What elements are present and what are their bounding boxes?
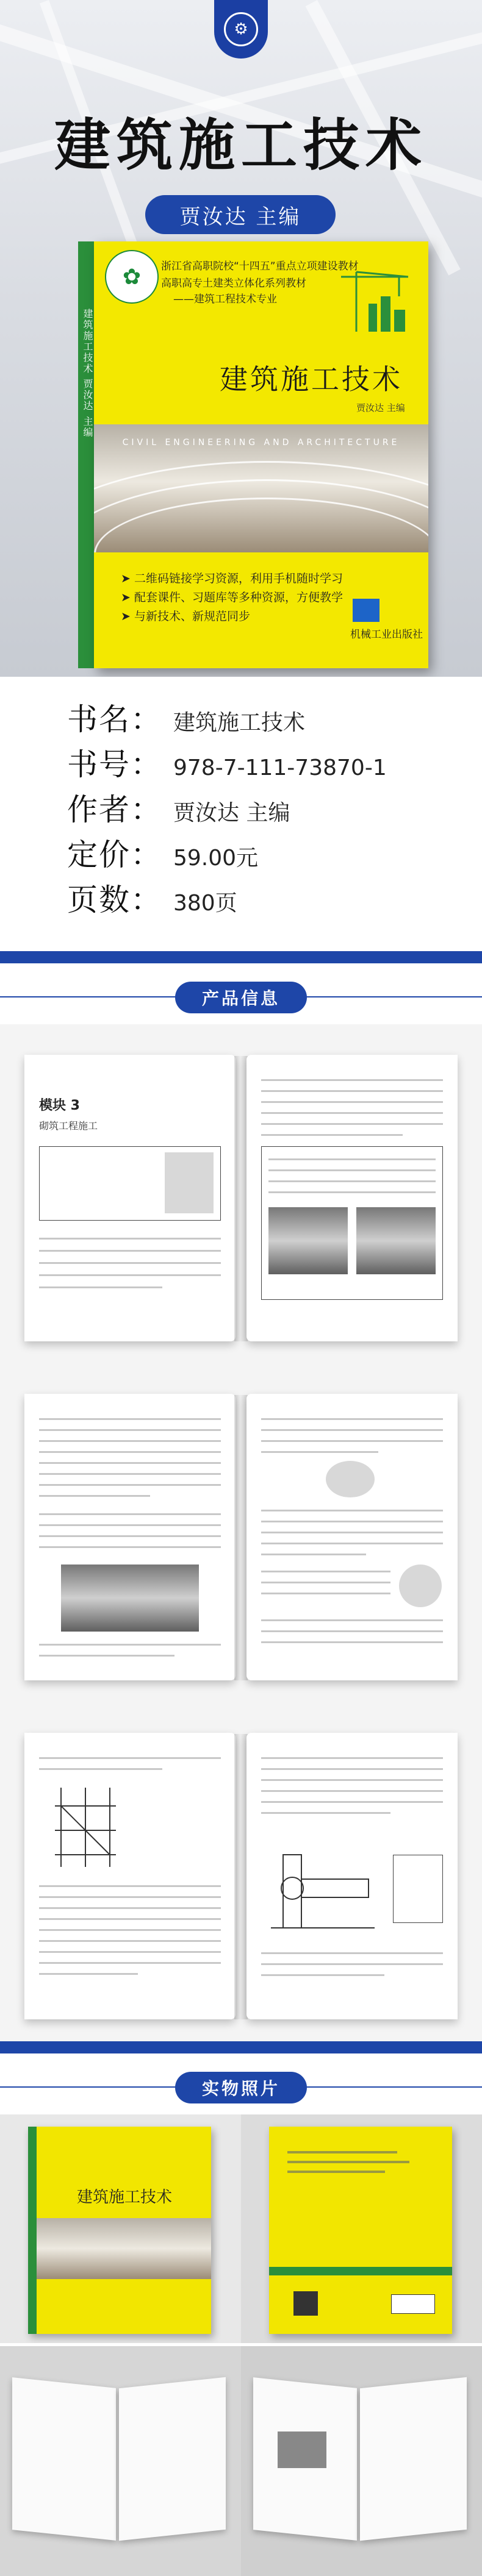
sample-figure	[326, 1461, 375, 1497]
info-value: 建筑施工技术	[173, 710, 306, 735]
cover-feature: ➤ 配套课件、习题库等多种资源，方便教学	[121, 591, 343, 604]
school-logo-icon: ✿	[105, 250, 159, 304]
info-value: 59.00元	[173, 846, 259, 871]
info-value: 贾汝达 主编	[173, 801, 290, 826]
sample-page	[246, 1055, 458, 1341]
cover-features	[121, 569, 343, 626]
sample-spread	[0, 1702, 482, 2041]
photo-inside-spread	[241, 2346, 482, 2576]
cover-publisher: 机械工业出版社	[350, 629, 423, 641]
book-front-cover	[94, 241, 428, 668]
sample-spread	[0, 1363, 482, 1702]
cover-english-title: CIVIL ENGINEERING AND ARCHITECTURE	[122, 438, 400, 448]
crane-icon	[338, 266, 411, 333]
spine-text: 建筑施工技术 贾汝达 主编	[82, 309, 93, 438]
sample-page	[24, 1055, 236, 1341]
photo-back-cover	[241, 2114, 482, 2343]
cover-title: 建筑施工技术	[220, 363, 403, 396]
info-label: 书名：	[67, 702, 162, 737]
photo-front-cover	[0, 2114, 241, 2343]
section-header-product	[0, 951, 482, 1024]
info-label: 书号：	[67, 747, 162, 782]
note-box	[393, 1855, 443, 1923]
sample-spread	[0, 1024, 482, 1363]
sample-photo	[356, 1207, 436, 1274]
module-title: 砌筑工程施工	[39, 1120, 98, 1132]
author-pill: 贾汝达 主编	[145, 195, 336, 234]
info-row-title	[67, 695, 305, 739]
info-label: 作者：	[67, 792, 162, 827]
sample-page	[24, 1733, 236, 2019]
sample-photo	[268, 1207, 348, 1274]
cover-feature: ➤ 与新技术、新规范同步	[121, 610, 250, 623]
cover-series-line: ——建筑工程技术专业	[173, 293, 277, 305]
page-title: 建筑施工技术	[54, 113, 428, 178]
section-title: 实物照片	[175, 2072, 307, 2103]
sample-page	[246, 1394, 458, 1680]
resource-badge-icon	[353, 599, 379, 622]
sample-page	[246, 1733, 458, 2019]
book-spine	[78, 241, 94, 668]
info-value: 978-7-111-73870-1	[173, 755, 387, 780]
section-title: 产品信息	[175, 982, 307, 1013]
brand-badge	[214, 0, 268, 59]
pipe-joint-figure	[265, 1843, 381, 1934]
gear-logo-icon: ⚙	[224, 12, 258, 46]
photo-inside-spread	[0, 2346, 241, 2576]
info-row-author	[67, 785, 290, 829]
book-cover-image	[78, 241, 428, 668]
module-number: 模块 3	[39, 1098, 80, 1113]
cover-series-line: 浙江省高职院校“十四五”重点立项建设教材	[161, 260, 359, 273]
real-photo-grid	[0, 2114, 482, 2576]
cover-feature: ➤ 二维码链接学习资源，利用手机随时学习	[121, 572, 343, 585]
cover-series-line: 高职高专土建类立体化系列教材	[161, 277, 306, 290]
cover-author: 贾汝达 主编	[356, 402, 405, 413]
scaffold-figure	[49, 1782, 140, 1873]
info-row-pages	[67, 876, 237, 919]
info-label: 定价：	[67, 837, 162, 872]
photo-cover-title: 建筑施工技术	[77, 2188, 173, 2207]
info-row-price	[67, 830, 258, 874]
sample-figure	[399, 1565, 442, 1607]
info-label: 页数：	[67, 882, 162, 918]
sample-photo	[61, 1565, 199, 1632]
section-header-real-photos	[0, 2041, 482, 2114]
hero-banner	[0, 0, 482, 677]
sample-page	[24, 1394, 236, 1680]
info-value: 380页	[173, 891, 237, 916]
info-row-isbn	[67, 740, 387, 784]
